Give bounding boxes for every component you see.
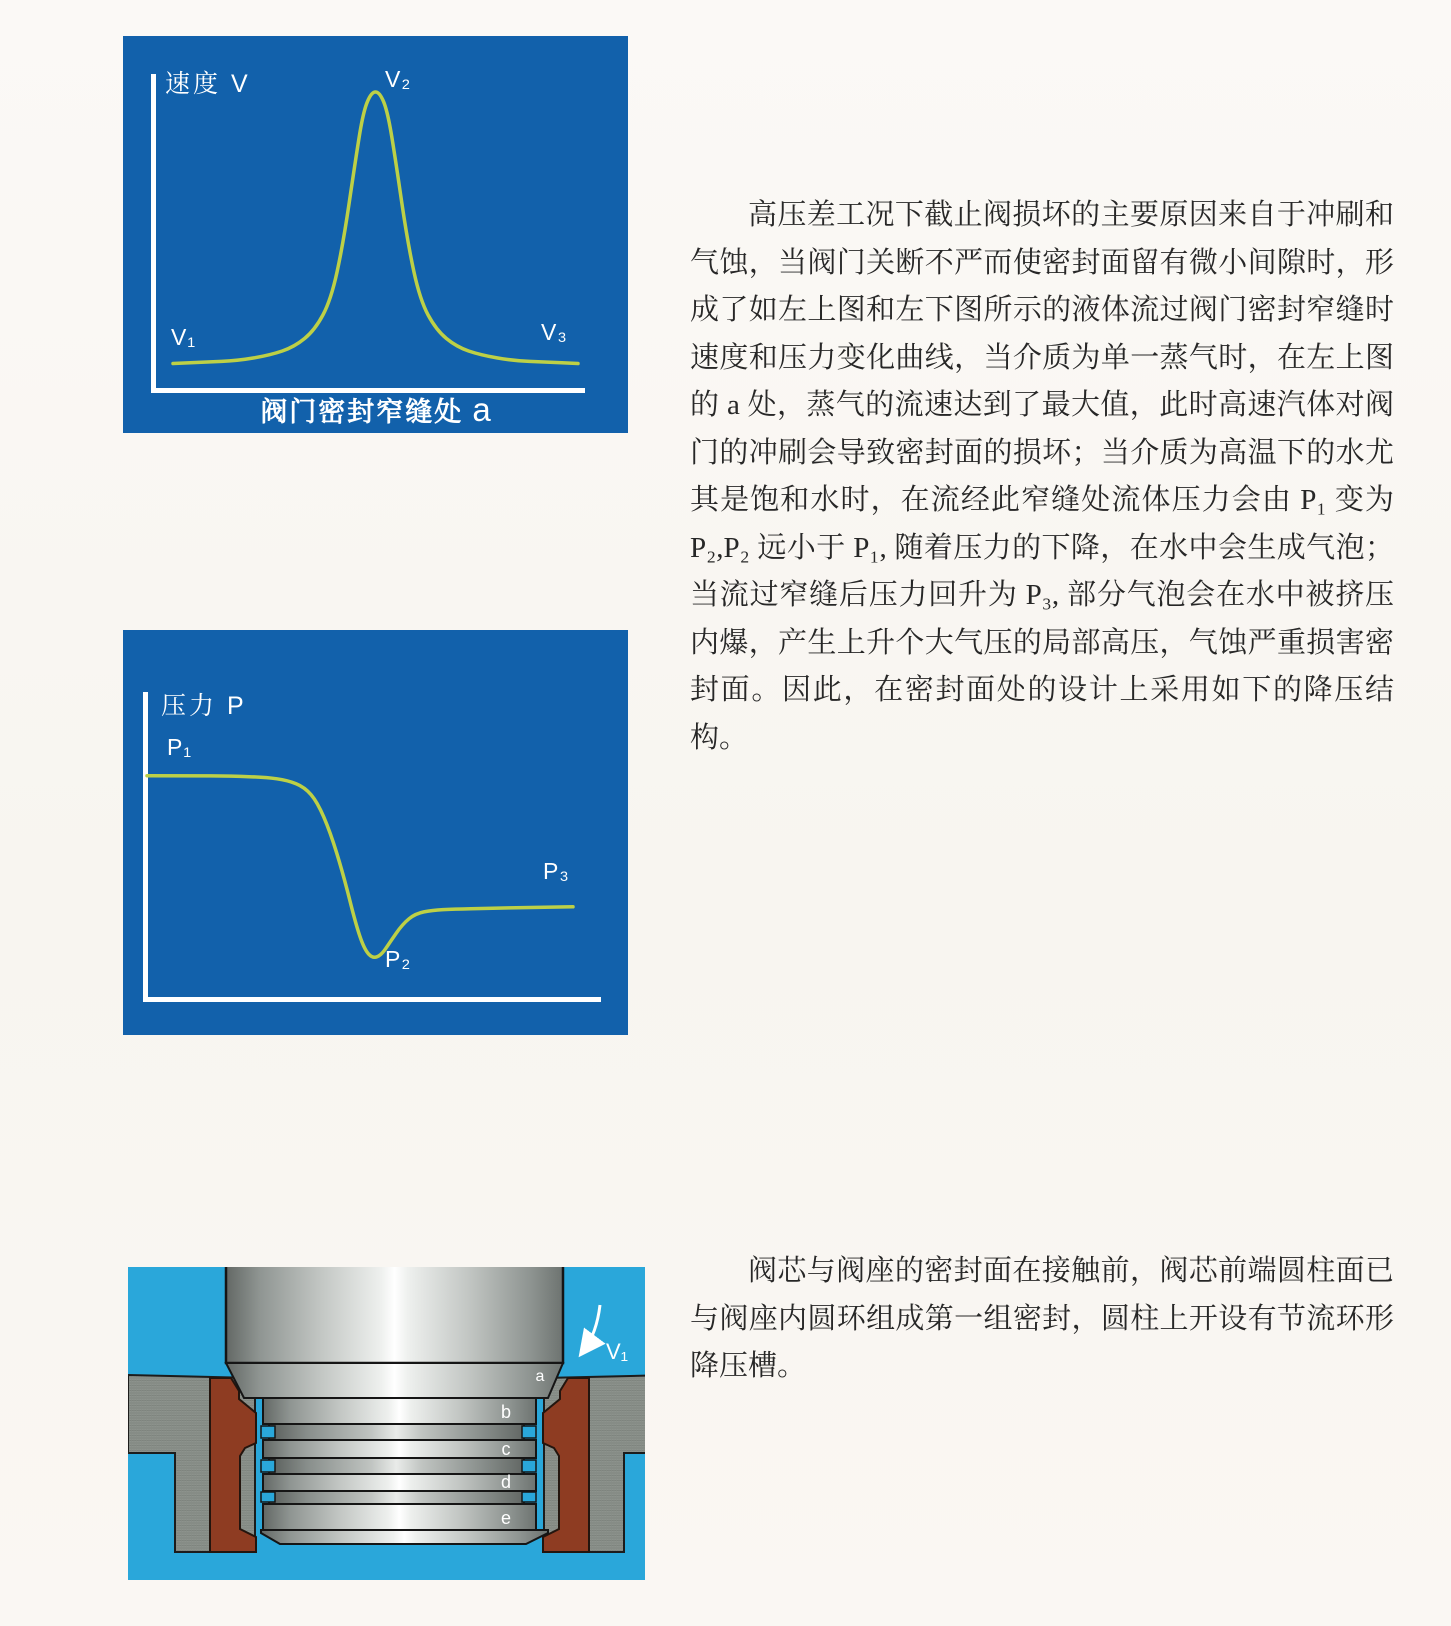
plug-bottom-disk	[261, 1530, 548, 1544]
pressure-inlet-label: P₁	[167, 734, 193, 760]
velocity-caption-mark: a	[472, 391, 491, 428]
pressure-chart-panel	[123, 630, 628, 1035]
velocity-chart-caption	[123, 390, 628, 429]
paragraph-seal-structure: 阀芯与阀座的密封面在接触前，阀芯前端圆柱面已与阀座内圆环组成第一组密封，圆柱上开设有节流环形降压槽。	[690, 1255, 1394, 1382]
pressure-x-axis	[143, 997, 601, 1002]
groove-label-d: d	[500, 1472, 512, 1492]
paragraph-cavitation: 高压差工况下截止阀损坏的主要原因来自于冲刷和气蚀，当阀门关断不严而使密封面留有微小间隙时，形成了如左上图和左下图所示的液体流过阀门密封窄缝时速度和压力变化曲线，当介质为单一蒸气时，在左上图的 a 处，蒸气的流速达到了最大值，此时高速汽体对阀门的冲刷会导致密封面的损坏；当介质为高温下的水尤其是饱和水时，在流经此窄缝处流体压力会由 P₁ 变为 P₂,P₂ 远小于 P₁, 随着压力的下降，在水中会生成气泡；当流过窄缝后压力回升为 P₃, 部分气泡会在水中被挤压内爆，产生上升个大气压的局部高压，气蚀严重损害密封面。因此，在密封面处的设计上采用如下的降压结构。	[690, 199, 1394, 754]
groove-label-b: b	[500, 1402, 512, 1422]
velocity-curve	[173, 92, 578, 364]
pressure-curve	[147, 776, 573, 958]
valve-diagram-svg	[128, 1267, 645, 1580]
groove-notch-right-3	[522, 1492, 536, 1502]
seal-land-b	[263, 1398, 536, 1424]
velocity-caption-text: 阀门密封窄缝处	[260, 397, 464, 427]
groove-label-a: a	[535, 1368, 545, 1385]
groove-notch-right-2	[522, 1460, 536, 1472]
groove-label-e: e	[500, 1508, 512, 1528]
groove-neck-1	[269, 1424, 524, 1440]
groove-notch-right-1	[522, 1426, 536, 1438]
valve-diagram-panel	[128, 1267, 645, 1580]
flow-velocity-label: V₁	[606, 1339, 629, 1364]
seal-land-e	[263, 1504, 536, 1530]
seal-land-c	[263, 1440, 536, 1458]
pressure-y-axis	[143, 692, 148, 1002]
groove-notch-left-3	[261, 1492, 275, 1502]
groove-label-c: c	[501, 1439, 511, 1459]
seal-land-d	[263, 1474, 536, 1491]
pressure-dip-label: P₂	[385, 946, 412, 972]
groove-notch-left-1	[261, 1426, 275, 1438]
valve-stem	[226, 1267, 563, 1363]
pressure-outlet-label: P₃	[543, 858, 570, 884]
velocity-y-axis	[151, 74, 156, 393]
valve-shoulder	[226, 1363, 563, 1398]
groove-neck-3	[269, 1491, 524, 1504]
velocity-inlet-label: V₁	[171, 324, 197, 350]
groove-neck-2	[269, 1458, 524, 1474]
velocity-axis-label: 速度 V	[165, 70, 251, 98]
pressure-axis-label: 压力 P	[161, 692, 247, 720]
velocity-chart-panel	[123, 36, 628, 433]
groove-notch-left-2	[261, 1460, 275, 1472]
velocity-peak-label: V₂	[385, 66, 412, 92]
velocity-outlet-label: V₃	[541, 319, 568, 345]
